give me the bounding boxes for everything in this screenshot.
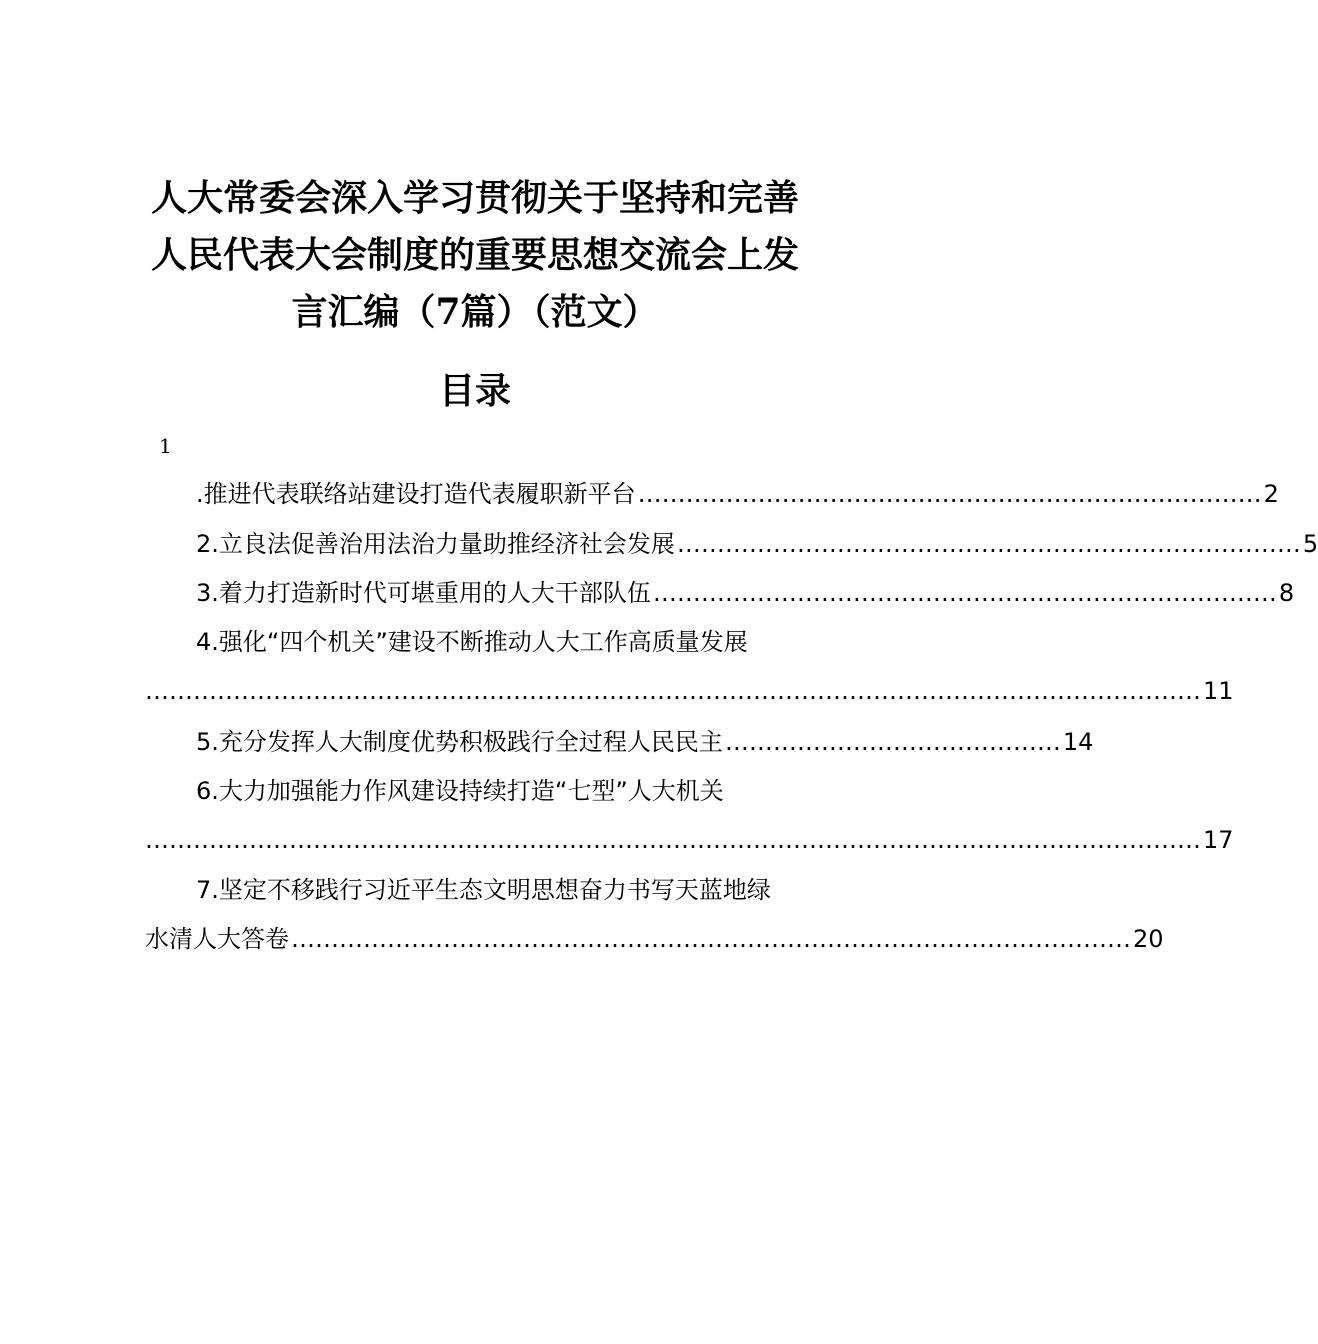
toc-entry-6[interactable] bbox=[145, 767, 1234, 865]
toc-leader-dots: …………………………………………………………………… bbox=[637, 480, 1262, 508]
toc-heading: 目录 bbox=[438, 370, 511, 412]
toc-entry-text: 7.坚定不移践行习近平生态文明思想奋力书写天蓝地绿 bbox=[196, 876, 771, 904]
toc-entry-text: 2.立良法促善治用法治力量助推经济社会发展 bbox=[196, 530, 675, 558]
toc-page-number: 5 bbox=[1302, 530, 1318, 558]
toc-entry-text: 3.着力打造新时代可堪重用的人大干部队伍 bbox=[196, 579, 651, 607]
toc-page-number: 2 bbox=[1263, 480, 1279, 508]
toc-leader-dots: …………………………………… bbox=[724, 728, 1061, 756]
toc-entry-7[interactable] bbox=[145, 866, 1164, 964]
toc-leader-dots: …………………………………………………………………………………………………………………… bbox=[145, 677, 1201, 705]
toc-page-number: 11 bbox=[1203, 677, 1234, 705]
toc-entry-text: 5.充分发挥人大制度优势积极践行全过程人民民主 bbox=[196, 728, 723, 756]
toc-page-number: 20 bbox=[1133, 925, 1164, 953]
toc-number-marker: 1 bbox=[159, 434, 172, 458]
toc-page-number: 17 bbox=[1203, 826, 1234, 854]
toc-leader-dots: …………………………………………………………………… bbox=[676, 530, 1301, 558]
toc-entry-text: 4.强化“四个机关”建设不断推动人大工作高质量发展 bbox=[196, 628, 748, 656]
document-title bbox=[140, 170, 810, 341]
toc-entry-2[interactable] bbox=[145, 520, 1318, 569]
toc-leader-dots: …………………………………………………………………………………………… bbox=[291, 925, 1131, 953]
toc-entry-text: 6.大力加强能力作风建设持续打造“七型”人大机关 bbox=[196, 777, 724, 805]
toc-entry-1[interactable] bbox=[145, 470, 1279, 519]
toc-entry-text: .推进代表联络站建设打造代表履职新平台 bbox=[196, 480, 636, 508]
title-line-1: 人大常委会深入学习贯彻关于坚持和完善 bbox=[150, 177, 799, 219]
toc-page-number: 8 bbox=[1278, 579, 1295, 607]
toc-page-number: 14 bbox=[1062, 728, 1094, 756]
title-line-2: 人民代表大会制度的重要思想交流会上发 bbox=[150, 234, 799, 276]
toc-entry-3[interactable] bbox=[145, 569, 1295, 618]
toc-entry-4[interactable] bbox=[145, 618, 1234, 716]
toc-leader-dots: …………………………………………………………………… bbox=[652, 579, 1277, 607]
title-line-3: 言汇编（7篇）（范文） bbox=[291, 291, 659, 333]
toc-entry-5[interactable] bbox=[145, 718, 1094, 767]
toc-entry-text-continued: 水清人大答卷 bbox=[145, 925, 289, 953]
toc-leader-dots: …………………………………………………………………………………………………………………… bbox=[145, 826, 1201, 854]
